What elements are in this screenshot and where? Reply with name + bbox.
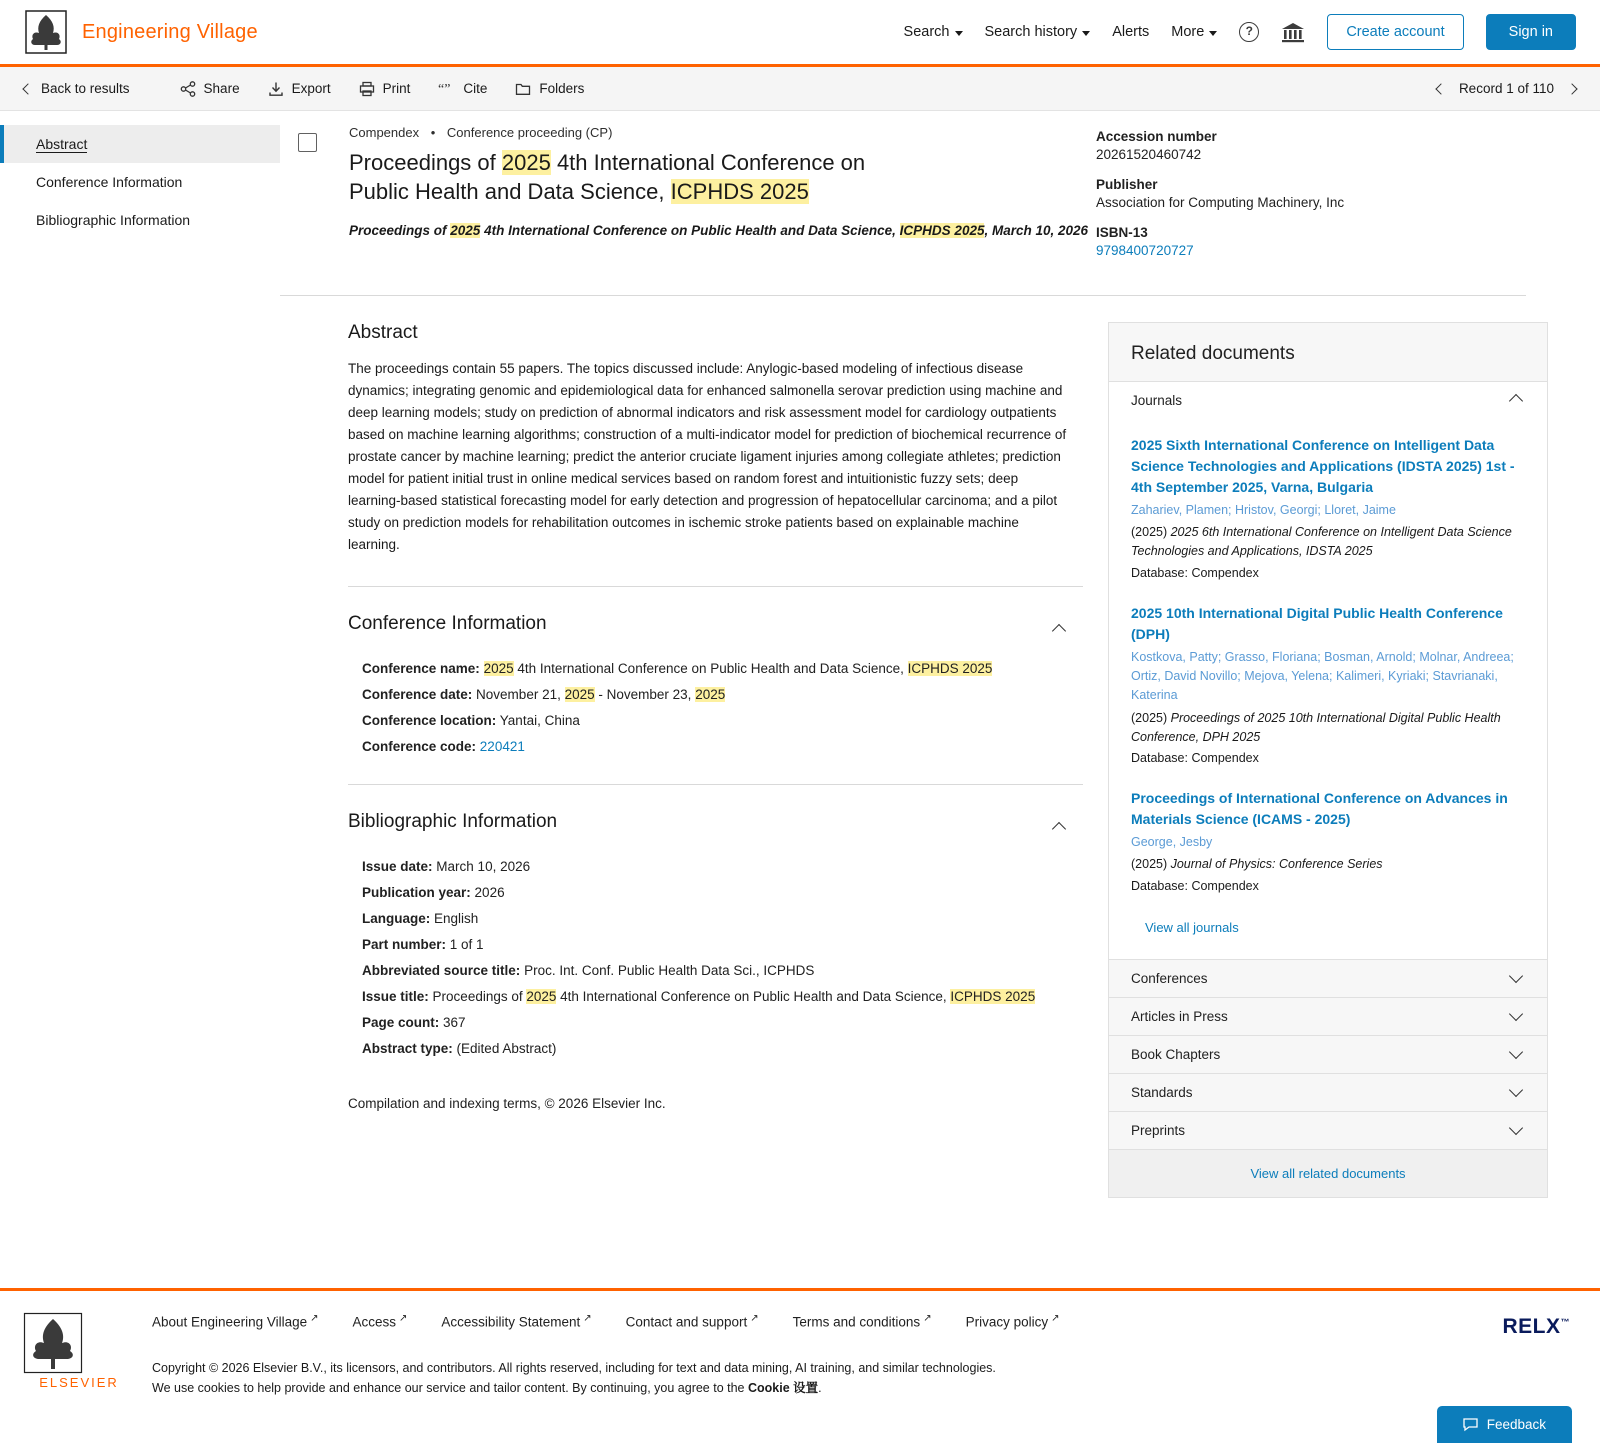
source-highlight-year: 2025 <box>450 222 481 238</box>
title-part-2: 4th International Conference on Public Health and Data Science, <box>349 150 866 205</box>
nav-more[interactable] <box>1171 24 1217 40</box>
publication-year-value: 2026 <box>474 885 505 900</box>
chevron-down-icon[interactable] <box>1509 1007 1523 1021</box>
list-item <box>1131 603 1525 768</box>
bibliographic-section-header[interactable] <box>348 811 1080 847</box>
related-document-title[interactable]: Proceedings of International Conference on Advances in Materials Science (ICAMS - 2025) <box>1131 790 1508 827</box>
related-document-source <box>1131 709 1525 747</box>
conference-heading: Conference Information <box>348 613 547 634</box>
related-document-authors[interactable]: Kostkova, Patty; Grasso, Floriana; Bosman, Arnold; Molnar, Andreea; Ortiz, David Novillo; Mejova, Yelena; Kalimeri, Kyriaki; Stavrianaki, Katerina <box>1131 649 1514 703</box>
footer-link-about-label: About Engineering Village <box>152 1314 308 1330</box>
elsevier-logo <box>24 1313 134 1443</box>
language-value: English <box>434 911 479 926</box>
related-document-source-title: 2025 6th International Conference on Intelligent Data Science Technologies and Applications, IDSTA 2025 <box>1131 525 1512 559</box>
nav-search-label: Search <box>903 24 950 40</box>
breadcrumb-separator: • <box>430 125 436 140</box>
accordion-standards[interactable] <box>1109 1073 1547 1111</box>
issue-title-part-1: Proceedings of <box>432 989 527 1004</box>
chevron-down-icon <box>1082 31 1090 36</box>
abbreviated-source-title-label: Abbreviated source title: <box>362 963 521 978</box>
elsevier-tree-icon <box>24 1313 82 1373</box>
nav-search[interactable] <box>904 24 963 40</box>
abbreviated-source-title-field <box>348 963 1080 978</box>
footer-content <box>134 1313 1576 1443</box>
brand[interactable] <box>24 10 258 54</box>
issue-date-label: Issue date: <box>362 859 433 874</box>
accordion-journals-label: Journals <box>1131 393 1183 408</box>
accordion-standards-label: Standards <box>1131 1084 1193 1100</box>
accession-number-label: Accession number <box>1096 129 1217 144</box>
publisher-label: Publisher <box>1096 177 1158 192</box>
source-part-2: 4th International Conference on Public Health and Data Science, <box>480 222 900 238</box>
related-document-database: Database: Compendex <box>1131 565 1259 580</box>
language-label: Language: <box>362 911 431 926</box>
folders-label: Folders <box>539 81 585 96</box>
nav-search-history-label: Search history <box>984 24 1078 40</box>
share-button[interactable] <box>180 81 240 97</box>
related-document-authors[interactable]: George, Jesby <box>1131 835 1213 849</box>
sidebar-item-bibliographic-information-label: Bibliographic Information <box>36 212 191 228</box>
next-record-icon[interactable] <box>1566 83 1577 94</box>
brand-title: Engineering Village <box>82 20 258 43</box>
sign-in-button[interactable]: Sign in <box>1486 14 1576 50</box>
record-header <box>280 111 1526 296</box>
abstract-heading: Abstract <box>348 322 418 343</box>
footer-link-terms-label: Terms and conditions <box>792 1314 921 1330</box>
cite-button[interactable] <box>438 81 487 97</box>
related-documents-heading: Related documents <box>1131 343 1295 364</box>
footer-link-privacy-label: Privacy policy <box>965 1314 1049 1330</box>
abbreviated-source-title-value: Proc. Int. Conf. Public Health Data Sci., ICPHDS <box>524 963 815 978</box>
elsevier-wordmark: ELSEVIER <box>39 1375 119 1390</box>
isbn-label: ISBN-13 <box>1096 225 1148 240</box>
external-link-icon: ↗ <box>399 1313 408 1324</box>
related-documents-card <box>1108 322 1548 1198</box>
section-navigation <box>0 111 280 1288</box>
record-toolbar <box>0 67 1600 111</box>
cite-icon <box>438 81 455 97</box>
source-line <box>349 223 1096 238</box>
source-part-3: , March 10, 2026 <box>984 222 1089 238</box>
conference-code-field <box>348 739 1080 754</box>
sidebar-item-abstract[interactable] <box>0 125 280 163</box>
title-part-1: Proceedings of <box>349 150 502 175</box>
accordion-book-chapters[interactable] <box>1109 1035 1547 1073</box>
publisher-value: Association for Computing Machinery, Inc <box>1096 195 1345 210</box>
top-navigation <box>904 14 1576 50</box>
part-number-field <box>348 937 1080 952</box>
conference-section-header[interactable] <box>348 613 1080 649</box>
conference-name-value: 4th International Conference on Public Health and Data Science, <box>513 661 908 676</box>
back-to-results-link[interactable] <box>24 81 130 96</box>
nav-alerts[interactable] <box>1112 24 1149 40</box>
conference-name-label: Conference name: <box>362 661 480 676</box>
page-title <box>349 148 909 207</box>
copyright-text <box>152 1358 1576 1399</box>
bibliographic-fields <box>348 859 1080 1056</box>
list-item <box>1131 435 1525 583</box>
issue-title-label: Issue title: <box>362 989 429 1004</box>
footer-links <box>152 1313 1576 1330</box>
relx-wordmark: RELX <box>1502 1315 1561 1338</box>
accordion-preprints-label: Preprints <box>1131 1122 1186 1138</box>
cookie-line-end: . <box>818 1381 822 1396</box>
select-record-checkbox[interactable] <box>298 133 317 152</box>
isbn-value-link[interactable]: 9798400720727 <box>1096 243 1194 258</box>
document-type-label: Conference proceeding (CP) <box>446 125 613 140</box>
part-number-value: 1 of 1 <box>449 937 484 952</box>
part-number-label: Part number: <box>362 937 447 952</box>
accordion-articles-in-press[interactable] <box>1109 997 1547 1035</box>
conference-name-highlight-acronym: ICPHDS 2025 <box>907 661 993 676</box>
footer-link-privacy[interactable] <box>966 1313 1060 1330</box>
page-footer <box>0 1288 1600 1443</box>
divider <box>348 784 1083 785</box>
copyright-line: Copyright © 2026 Elsevier B.V., its licensors, and contributors. All rights reserved, including for text and data mining, AI training, and similar technologies. <box>152 1360 996 1375</box>
record-summary <box>349 125 1096 273</box>
svg-text:“”: “” <box>438 81 451 97</box>
feedback-button[interactable] <box>1437 1406 1572 1443</box>
conference-date-part-2: - November 23, <box>594 687 696 702</box>
conference-date-highlight-2: 2025 <box>695 687 726 702</box>
view-all-related-documents-link[interactable]: View all related documents <box>1109 1149 1547 1197</box>
compilation-note: Compilation and indexing terms, © 2026 Elsevier Inc. <box>348 1096 666 1111</box>
related-document-database: Database: Compendex <box>1131 879 1259 894</box>
footer-link-contact[interactable] <box>626 1313 759 1330</box>
sidebar-item-bibliographic-information[interactable] <box>0 201 280 239</box>
share-icon <box>180 81 196 97</box>
source-part-1: Proceedings of <box>349 222 451 238</box>
sidebar-item-conference-information[interactable] <box>0 163 280 201</box>
external-link-icon: ↗ <box>310 1313 319 1324</box>
print-icon <box>359 81 375 97</box>
print-button[interactable] <box>359 81 411 97</box>
chevron-down-icon[interactable] <box>1509 969 1523 983</box>
title-highlight-acronym: ICPHDS 2025 <box>670 179 809 205</box>
related-document-authors[interactable]: Zahariev, Plamen; Hristov, Georgi; Lloret, Jaime <box>1131 503 1396 517</box>
external-link-icon: ↗ <box>923 1313 932 1324</box>
publication-year-label: Publication year: <box>362 885 471 900</box>
create-account-button[interactable]: Create account <box>1327 14 1463 50</box>
back-to-results-label: Back to results <box>41 81 130 96</box>
export-button[interactable] <box>268 81 331 97</box>
elsevier-tree-logo-icon <box>24 10 68 54</box>
bibliographic-heading: Bibliographic Information <box>348 811 558 832</box>
chevron-up-icon[interactable] <box>1052 822 1066 836</box>
language-field <box>348 911 1080 926</box>
trademark-icon: ™ <box>1560 1317 1570 1327</box>
toolbar-actions <box>180 81 585 97</box>
export-icon <box>268 81 284 97</box>
print-label: Print <box>382 81 411 96</box>
issue-title-highlight-year: 2025 <box>526 989 557 1004</box>
chevron-down-icon <box>1209 31 1217 36</box>
nav-alerts-label: Alerts <box>1112 24 1150 40</box>
content-columns <box>280 296 1548 1198</box>
title-highlight-year: 2025 <box>501 150 551 175</box>
feedback-label: Feedback <box>1486 1417 1546 1432</box>
folders-icon <box>515 81 531 97</box>
record-navigation <box>1437 81 1576 96</box>
related-document-source-title: Journal of Physics: Conference Series <box>1170 857 1383 872</box>
footer-link-contact-label: Contact and support <box>625 1314 748 1330</box>
export-label: Export <box>291 81 331 96</box>
accordion-conferences[interactable] <box>1109 959 1547 997</box>
conference-location-value: Yantai, China <box>499 713 580 728</box>
chevron-down-icon[interactable] <box>1509 1083 1523 1097</box>
folders-button[interactable] <box>515 81 584 97</box>
footer-link-about[interactable] <box>152 1313 319 1330</box>
conference-location-field <box>348 713 1080 728</box>
footer-link-accessibility[interactable] <box>441 1313 591 1330</box>
footer-link-access[interactable] <box>353 1313 408 1330</box>
external-link-icon: ↗ <box>750 1313 759 1324</box>
conference-code-value-link[interactable]: 220421 <box>479 739 525 754</box>
chevron-left-icon <box>22 83 33 94</box>
footer-link-terms[interactable] <box>793 1313 932 1330</box>
list-item <box>1131 788 1525 896</box>
page-count-label: Page count: <box>362 1015 440 1030</box>
cookie-settings-link[interactable]: Cookie 设置 <box>747 1381 819 1396</box>
conference-name-highlight-year: 2025 <box>483 661 514 676</box>
related-documents-panel <box>1108 322 1548 1198</box>
issue-date-value: March 10, 2026 <box>436 859 531 874</box>
record-metadata <box>1096 125 1526 273</box>
conference-location-label: Conference location: <box>362 713 497 728</box>
cite-label: Cite <box>463 81 488 96</box>
previous-record-icon[interactable] <box>1435 83 1446 94</box>
divider <box>348 586 1083 587</box>
breadcrumb <box>349 125 1096 140</box>
related-document-title[interactable]: 2025 10th International Digital Public Health Conference (DPH) <box>1131 604 1503 642</box>
related-document-source <box>1131 523 1525 561</box>
issue-title-highlight-acronym: ICPHDS 2025 <box>950 989 1036 1004</box>
conference-code-label: Conference code: <box>362 739 477 754</box>
main-column <box>280 322 1080 1198</box>
related-document-year: (2025) <box>1131 857 1171 872</box>
related-document-year: (2025) <box>1131 710 1171 725</box>
sidebar-item-abstract-label: Abstract <box>36 136 88 152</box>
conference-date-part-1: November 21, <box>476 687 565 702</box>
abstract-type-label: Abstract type: <box>362 1041 453 1056</box>
source-highlight-acronym: ICPHDS 2025 <box>899 222 985 238</box>
external-link-icon: ↗ <box>1051 1313 1060 1324</box>
publication-year-field <box>348 885 1080 900</box>
chevron-up-icon[interactable] <box>1509 393 1523 407</box>
related-document-title[interactable]: 2025 Sixth International Conference on Intelligent Data Science Technologies and Applications (IDSTA 2025) 1st - 4th September 2025, Varna, Bulgaria <box>1131 437 1515 495</box>
related-document-database: Database: Compendex <box>1131 751 1259 766</box>
footer-link-accessibility-label: Accessibility Statement <box>441 1314 581 1330</box>
page-count-field <box>348 1015 1080 1030</box>
relx-logo <box>1502 1315 1570 1339</box>
help-circle-icon[interactable]: ? <box>1239 22 1259 42</box>
chevron-down-icon[interactable] <box>1509 1045 1523 1059</box>
page-body <box>0 111 1600 1288</box>
chat-icon <box>1463 1418 1478 1431</box>
record-counter: Record 1 of 110 <box>1458 81 1554 96</box>
chevron-down-icon[interactable] <box>1509 1121 1523 1135</box>
accordion-book-chapters-label: Book Chapters <box>1131 1046 1221 1062</box>
nav-more-label: More <box>1171 24 1205 40</box>
record-content <box>280 111 1608 1288</box>
external-link-icon: ↗ <box>583 1313 592 1324</box>
issue-title-part-2: 4th International Conference on Public Health and Data Science, <box>556 989 951 1004</box>
accession-number-value: 20261520460742 <box>1096 147 1202 162</box>
issue-date-field <box>348 859 1080 874</box>
footer-link-access-label: Access <box>352 1314 397 1330</box>
abstract-type-field <box>348 1041 1080 1056</box>
conference-fields <box>348 661 1080 754</box>
conference-name-field <box>348 661 1080 676</box>
share-label: Share <box>203 81 240 96</box>
abstract-text: The proceedings contain 55 papers. The topics discussed include: Anylogic-based modeling of infectious disease dynamics; integrating genomic and epidemiological data for enhanced salmonella serovar prediction using machine and deep learning models; study on prediction of abnormal indicators and risk assessment model for cardiology outpatients based on machine learning algorithms; construction of a multi-indicator model for prediction of biochemical recurrence of prostate cancer by machine learning; predict the anterior cruciate ligament injuries among collegiate athletes; prediction model for patient initial trust in online medical services based on random forest and intuitionistic fuzzy sets; deep learning-based statistical forecasting model for early detection and progression of hepatocellular carcinoma; and a pilot study on prediction models for rehabilitation outcomes in ischemic stroke patients based on explainable machine learning. <box>348 361 1067 552</box>
page-count-value: 367 <box>443 1015 466 1030</box>
conference-date-label: Conference date: <box>362 687 473 702</box>
abstract-type-value: (Edited Abstract) <box>456 1041 557 1056</box>
conference-date-highlight-1: 2025 <box>564 687 595 702</box>
app-header <box>0 0 1600 67</box>
accordion-articles-in-press-label: Articles in Press <box>1131 1008 1228 1024</box>
conference-date-field <box>348 687 1080 702</box>
related-document-source <box>1131 855 1525 874</box>
related-document-year: (2025) <box>1131 525 1171 540</box>
view-all-journals-link[interactable]: View all journals <box>1145 919 1239 935</box>
accordion-preprints[interactable] <box>1109 1111 1547 1149</box>
cookie-line <box>152 1378 1576 1399</box>
nav-search-history[interactable] <box>985 24 1091 40</box>
accordion-conferences-label: Conferences <box>1131 970 1208 986</box>
institution-icon[interactable] <box>1281 21 1305 43</box>
journals-list <box>1109 419 1547 959</box>
related-document-source-title: Proceedings of 2025 10th International Digital Public Health Conference, DPH 2025 <box>1131 710 1501 744</box>
cookie-line-text: We use cookies to help provide and enhance our service and tailor content. By continuing, you agree to the <box>152 1381 748 1396</box>
database-label: Compendex <box>349 125 420 140</box>
chevron-down-icon <box>955 31 963 36</box>
sidebar-item-conference-information-label: Conference Information <box>36 174 183 190</box>
issue-title-field <box>348 989 1080 1004</box>
accordion-journals[interactable] <box>1109 381 1547 419</box>
chevron-up-icon[interactable] <box>1052 624 1066 638</box>
